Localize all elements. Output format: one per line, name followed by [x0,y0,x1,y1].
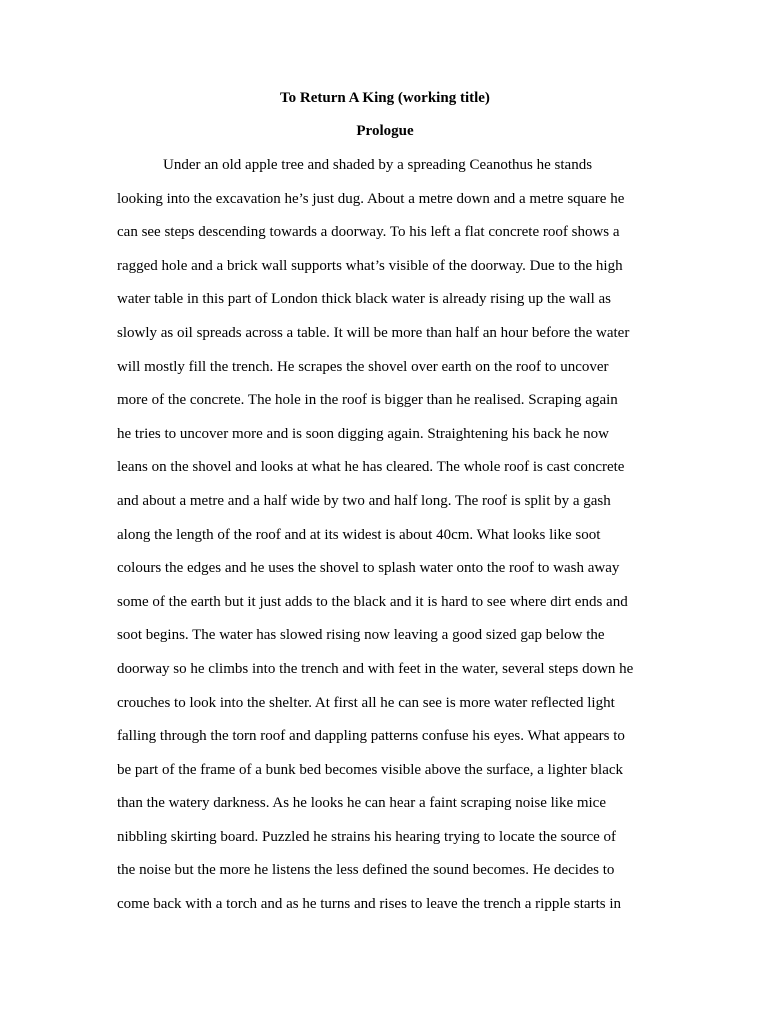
paragraph-line: along the length of the roof and at its widest is about 40cm. What looks like soot [117,526,601,543]
paragraph-line: and about a metre and a half wide by two and half long. The roof is split by a gash [117,492,611,509]
document-title: To Return A King (working title) [280,90,490,106]
paragraph-line: Under an old apple tree and shaded by a spreading Ceanothus he stands [163,157,593,173]
paragraph-line: some of the earth but it just adds to the black and it is hard to see where dirt ends and [117,593,628,610]
paragraph-line: leans on the shovel and looks at what he has cleared. The whole roof is cast concrete [117,459,625,476]
paragraph-line: soot begins. The water has slowed rising now leaving a good sized gap below the [117,627,605,644]
paragraph-line: colours the edges and he uses the shovel to splash water onto the roof to wash away [117,560,620,577]
paragraph-line: the noise but the more he listens the less defined the sound becomes. He decides to [117,862,615,879]
body-text [117,155,662,928]
paragraph-line: doorway so he climbs into the trench and with feet in the water, several steps down he [117,660,634,677]
paragraph-line: slowly as oil spreads across a table. It will be more than half an hour before the water [117,324,630,341]
paragraph-line: can see steps descending towards a doorway. To his left a flat concrete roof shows a [117,224,620,241]
paragraph-line: nibbling skirting board. Puzzled he strains his hearing trying to locate the source of [117,828,617,845]
paragraph-line: crouches to look into the shelter. At first all he can see is more water reflected light [117,694,615,711]
paragraph-line: he tries to uncover more and is soon digging again. Straightening his back he now [117,425,609,442]
paragraph-line: come back with a torch and as he turns and rises to leave the trench a ripple starts in [117,896,621,913]
paragraph-line: more of the concrete. The hole in the roof is bigger than he realised. Scraping again [117,392,618,409]
paragraph-line: falling through the torn roof and dappling patterns confuse his eyes. What appears to [117,728,625,745]
paragraph-line: will mostly fill the trench. He scrapes the shovel over earth on the roof to uncover [117,358,609,375]
paragraph-line: water table in this part of London thick black water is already rising up the wall as [117,291,612,308]
paragraph-line: looking into the excavation he’s just dug. About a metre down and a metre square he [117,190,625,207]
paragraph-line: than the watery darkness. As he looks he can hear a faint scraping noise like mice [117,795,607,812]
paragraph-line: ragged hole and a brick wall supports what’s visible of the doorway. Due to the high [117,257,623,274]
paragraph-line: be part of the frame of a bunk bed becomes visible above the surface, a lighter black [117,761,624,778]
chapter-heading: Prologue [356,123,414,139]
